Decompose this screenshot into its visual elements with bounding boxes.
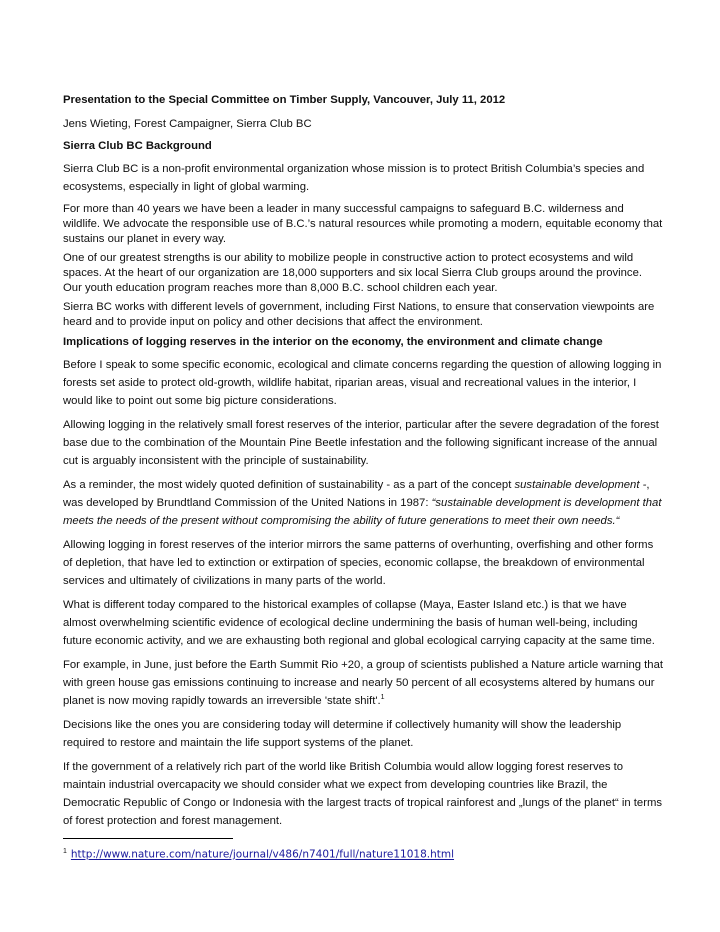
- document-page: [63, 92, 663, 862]
- document-title: Presentation to the Special Committee on Timber Supply, Vancouver, July 11, 2012: [63, 94, 506, 106]
- paragraph: What is different today compared to the historical examples of collapse (Maya, Easter Island etc.) is that we have almost overwhelming scientific evidence of ecological decline undermining the basis of human well-being, including future economic activity, and we are exhausting both regional and global ecological carrying capacity at the same time.: [63, 599, 655, 647]
- author-line: Jens Wieting, Forest Campaigner, Sierra Club BC: [63, 118, 312, 130]
- text-run: , was developed by Brundtland Commission of the United Nations in 1987:: [63, 479, 650, 509]
- quote-run: “sustainable development is development that meets the needs of the present without compromising the ability of future generations to meet their own needs.“: [63, 497, 662, 527]
- text-run: As a reminder, the most widely quoted definition of sustainability - as a part of the concept: [63, 479, 515, 491]
- footnote-reference[interactable]: 1: [380, 694, 385, 702]
- paragraph: Sierra Club BC is a non-profit environmental organization whose mission is to protect British Columbia’s species and ecosystems, especially in light of global warming.: [63, 163, 645, 193]
- section-heading-background: Sierra Club BC Background: [63, 140, 212, 152]
- paragraph-sustainability-definition: [63, 476, 663, 530]
- paragraph: For more than 40 years we have been a leader in many successful campaigns to safeguard B.C. wilderness and wildlife. We advocate the responsible use of B.C.’s natural resources while promoting a modern, equitable economy that sustains our planet in every way.: [63, 203, 663, 245]
- footnote-link[interactable]: http://www.nature.com/nature/journal/v486/n7401/full/nature11018.html: [70, 848, 455, 861]
- footnote-divider: [63, 838, 233, 839]
- paragraph-with-footnote: [63, 656, 663, 710]
- paragraph: Allowing logging in the relatively small forest reserves of the interior, particular after the severe degradation of the forest base due to the combination of the Mountain Pine Beetle infestation and the following significant increase of the annual cut is arguably inconsistent with the principle of sustainability.: [63, 419, 659, 467]
- footnote: [63, 845, 663, 862]
- text-run: For example, in June, just before the Earth Summit Rio +20, a group of scientists published a Nature article warning that with green house gas emissions continuing to increase and nearly 50 percent of all ecosystems altered by humans our planet is now moving rapidly towards an irreversible 'state shift'.: [63, 659, 663, 707]
- section-heading-implications: Implications of logging reserves in the interior on the economy, the environment and climate change: [63, 336, 603, 348]
- paragraph: Sierra BC works with different levels of government, including First Nations, to ensure that conservation viewpoints are heard and to provide input on policy and other decisions that affect the environment.: [63, 301, 655, 328]
- paragraph: Before I speak to some specific economic, ecological and climate concerns regarding the question of allowing logging in forests set aside to protect old-growth, wildlife habitat, riparian areas, visual and recreational values in the interior, I would like to point out some big picture considerations.: [63, 359, 662, 407]
- paragraph: Decisions like the ones you are considering today will determine if collectively humanity will show the leadership required to restore and maintain the life support systems of the planet.: [63, 719, 622, 749]
- paragraph: If the government of a relatively rich part of the world like British Columbia would allow logging forest reserves to maintain industrial overcapacity we should consider what we expect from developing countries like Brazil, the Democratic Republic of Congo or Indonesia with the largest tracts of tropical rainforest and „lungs of the planet“ in terms of forest protection and forest management.: [63, 761, 663, 827]
- paragraph: One of our greatest strengths is our ability to mobilize people in constructive action to protect ecosystems and wild spaces. At the heart of our organization are 18,000 supporters and six local Sierra Club groups around the province. Our youth education program reaches more than 8,000 B.C. school children each year.: [63, 252, 642, 294]
- italic-run: sustainable development -: [514, 479, 647, 491]
- paragraph: Allowing logging in forest reserves of the interior mirrors the same patterns of overhunting, overfishing and other forms of depletion, that have led to extinction or extirpation of species, economic collapse, the breakdown of environmental services and ultimately of civilizations in many parts of the world.: [63, 539, 654, 587]
- footnote-number: 1: [63, 848, 67, 855]
